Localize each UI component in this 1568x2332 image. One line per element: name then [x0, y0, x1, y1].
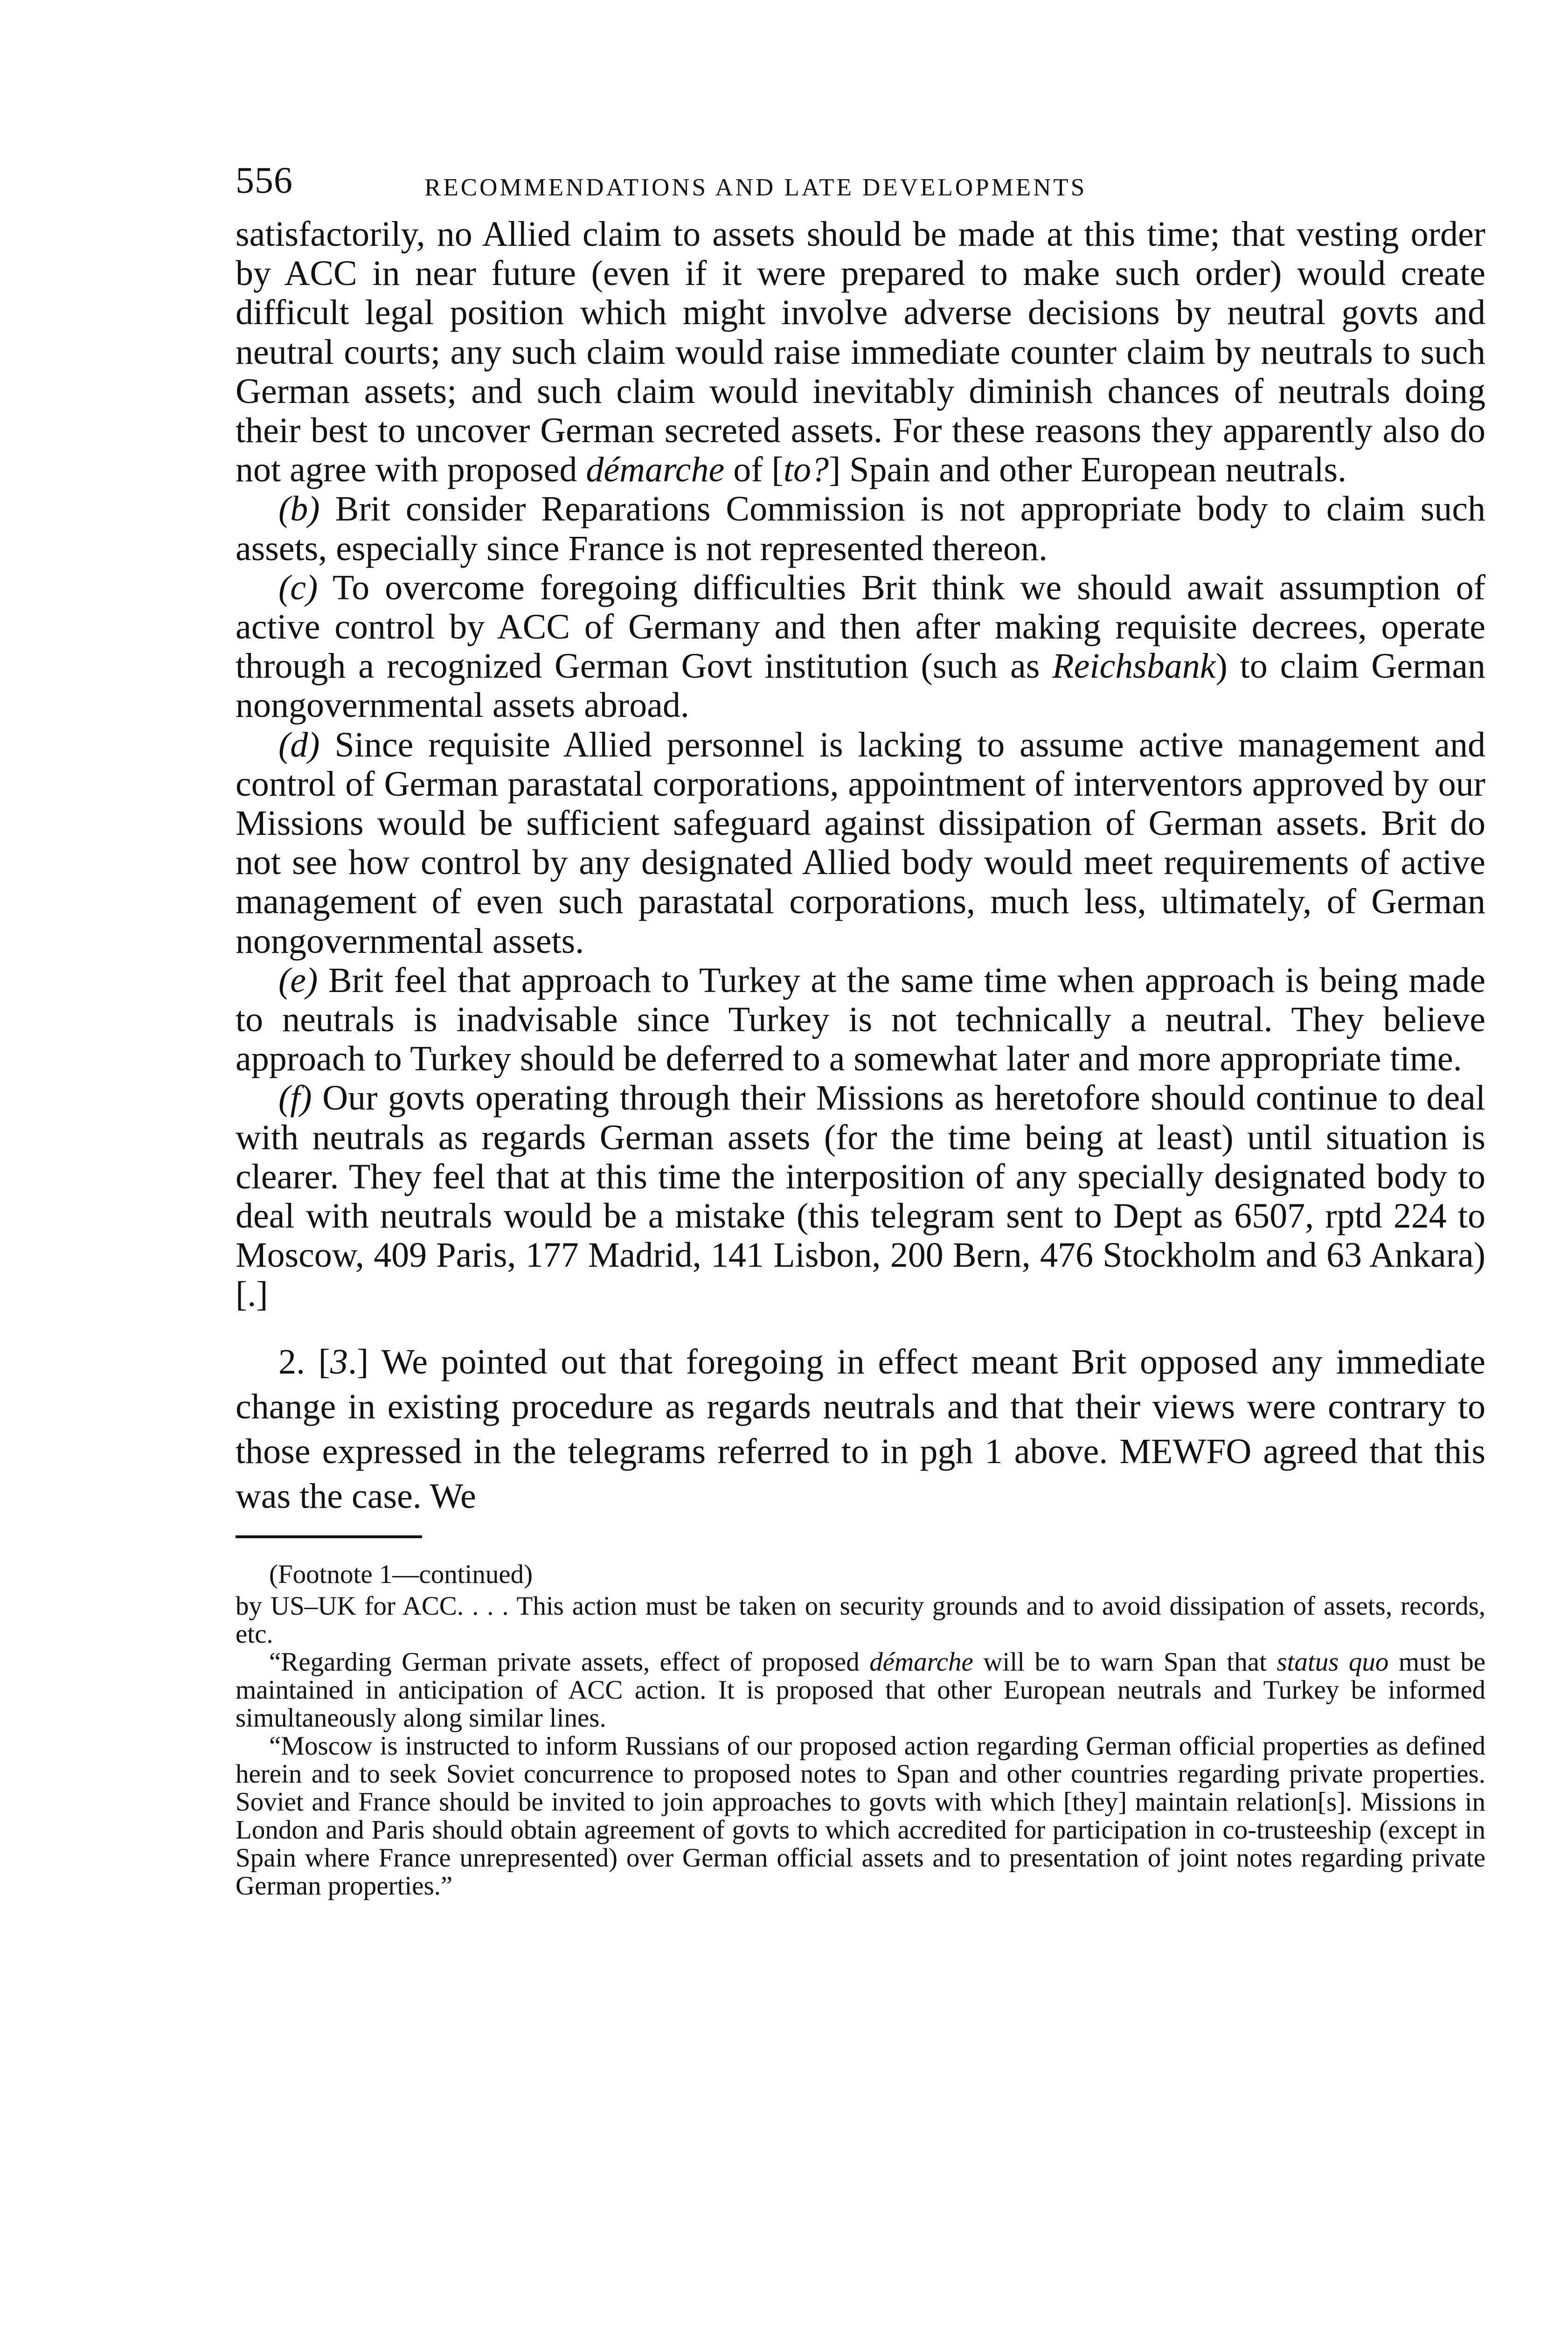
page-number: 556: [236, 160, 293, 201]
italic-term: démarche: [869, 1647, 973, 1677]
paragraph-continuation: satisfactorily, no Allied claim to assets should be made at this time; that vesting order by ACC in near future (even if it were prepared to make such order) would create difficult legal position which might involve adverse decisions by neutral govts and neutral courts; any such claim would raise immediate counter claim by neutrals to such German assets; and such claim would inevitably diminish chances of neutrals doing their best to uncover German secreted assets. For these reasons they apparently also do not agree with proposed démarche of [to?] Spain and other European neutrals.: [236, 215, 1485, 490]
italic-term: démarche: [586, 450, 725, 490]
italic-term: Reichsbank: [1052, 646, 1216, 686]
footnote-divider: [236, 1535, 422, 1538]
footnote-block: [236, 1561, 1485, 1900]
item-label: (f): [278, 1078, 312, 1118]
item-label: (b): [278, 489, 320, 529]
main-text: [236, 215, 1485, 1519]
paragraph-f: (f) Our govts operating through their Missions as heretofore should continue to deal with neutrals as regards German assets (for the time being at least) until situation is clearer. They feel that at this time the interposition of any specially designated body to deal with neutrals would be a mistake (this telegram sent to Dept as 6507, rptd 224 to Moscow, 409 Paris, 177 Madrid, 141 Lisbon, 200 Bern, 476 Stockholm and 63 Ankara)[.]: [236, 1078, 1485, 1314]
item-label: (e): [278, 960, 318, 1000]
document-page: [236, 154, 1485, 1900]
running-head: RECOMMENDATIONS AND LATE DEVELOPMENTS: [424, 174, 1087, 201]
item-label: (c): [278, 568, 318, 607]
paragraph-b: (b) Brit consider Reparations Commission is not appropriate body to claim such assets, especially since France is not represented thereon.: [236, 489, 1485, 568]
item-label: (d): [278, 725, 320, 764]
paragraph-c: (c) To overcome foregoing difficulties Brit think we should await assumption of active control by ACC of Germany and then after making requisite decrees, operate through a recognized German Govt institution (such as Reichsbank) to claim German nongovernmental assets abroad.: [236, 568, 1485, 725]
footnote-paragraph: “Regarding German private assets, effect of proposed démarche will be to warn Span that status quo must be maintained in anticipation of ACC action. It is proposed that other European neutrals and Turkey be informed simultaneously along similar lines.: [236, 1647, 1486, 1733]
paragraph-2: 2. [3.] We pointed out that foregoing in effect meant Brit opposed any immediate change in existing procedure as regards neutrals and that their views were contrary to those expressed in the telegrams referred to in pgh 1 above. MEWFO agreed that this was the case. We: [236, 1342, 1486, 1516]
footnote-continued-label: (Footnote 1—continued): [269, 1559, 533, 1589]
footnote-paragraph: by US–UK for ACC. . . . This action must be taken on security grounds and to avoid dissipation of assets, records, etc.: [236, 1591, 1485, 1649]
paragraph-d: (d) Since requisite Allied personnel is lacking to assume active management and control of German parastatal corporations, appointment of interventors approved by our Missions would be sufficient safeguard against dissipation of German assets. Brit do not see how control by any designated Allied body would meet requirements of active management of even such parastatal corporations, much less, ultimately, of German nongovernmental assets.: [236, 725, 1485, 961]
italic-term: to?: [783, 450, 829, 490]
italic-number: 3: [330, 1342, 348, 1381]
page-header: [236, 154, 1485, 215]
paragraph-e: (e) Brit feel that approach to Turkey at the same time when approach is being made to neutrals is inadvisable since Turkey is not technically a neutral. They believe approach to Turkey should be deferred to a somewhat later and more appropriate time.: [236, 960, 1485, 1079]
italic-term: status quo: [1277, 1647, 1389, 1677]
footnote-paragraph: “Moscow is instructed to inform Russians of our proposed action regarding German official properties as defined herein and to seek Soviet concurrence to proposed notes to Span and other countries regarding private properties. Soviet and France should be invited to join approaches to govts with which [they] maintain relation[s]. Missions in London and Paris should obtain agreement of govts to which accredited for participation in co-trusteeship (except in Spain where France unrepresented) over German official assets and to presentation of joint notes regarding private German properties.”: [236, 1731, 1485, 1901]
